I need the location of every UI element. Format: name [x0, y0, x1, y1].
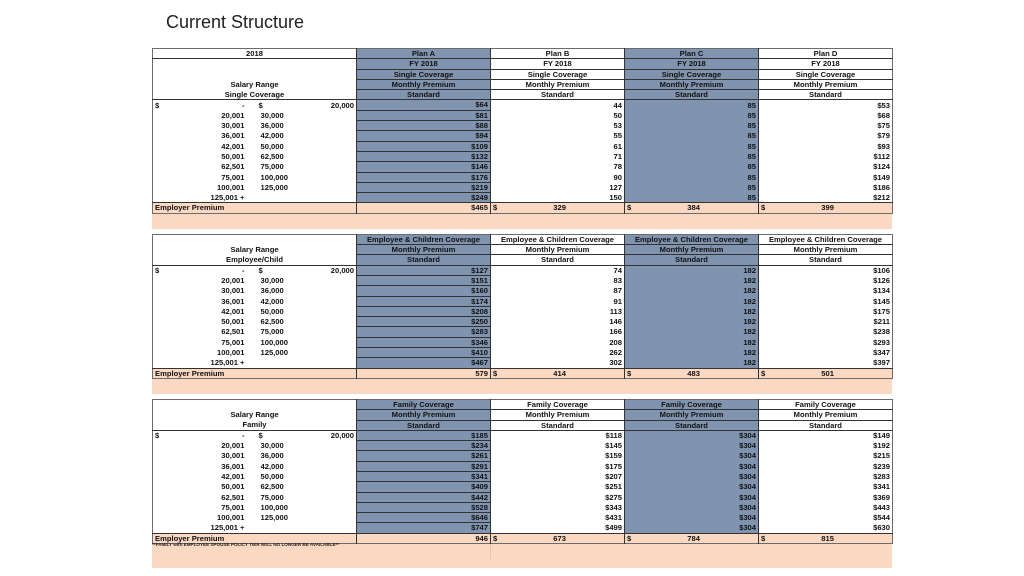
premium-cell-plan-a: $250 [357, 317, 491, 327]
premium-cell-plan-b: 83 [491, 275, 625, 285]
premium-cell-plan-b: 61 [491, 141, 625, 151]
premium-cell-plan-b: 50 [491, 110, 625, 120]
plan-d-premium-label: Monthly Premium [759, 79, 893, 89]
premium-cell-plan-c: 85 [625, 182, 759, 192]
premium-cell-plan-b: $251 [491, 482, 625, 492]
employer-premium-label: Employer Premium [153, 533, 357, 543]
premium-cell-plan-c: 182 [625, 358, 759, 368]
plan-b-standard: Standard [491, 90, 625, 100]
page-title: Current Structure [166, 12, 305, 32]
premium-cell-plan-d: $212 [759, 193, 893, 203]
premium-cell-plan-d: $341 [759, 482, 893, 492]
plan-b-premium-label: Monthly Premium [491, 245, 625, 255]
plan-d-standard: Standard [759, 255, 893, 265]
salary-low: 50,001 [221, 151, 245, 161]
premium-cell-plan-c: 182 [625, 317, 759, 327]
premium-cell-plan-d: $630 [759, 523, 893, 533]
premium-cell-plan-a: $64 [357, 100, 491, 110]
premium-cell-plan-a: $283 [357, 327, 491, 337]
premium-cell-plan-d: $145 [759, 296, 893, 306]
premium-cell-plan-a: $151 [357, 275, 491, 285]
premium-cell-plan-b: $431 [491, 513, 625, 523]
employer-premium-a: $465 [357, 203, 491, 213]
salary-high: 36,000 [260, 286, 284, 296]
premium-cell-plan-c: 182 [625, 337, 759, 347]
premium-cell-plan-d: $283 [759, 471, 893, 481]
premium-cell-plan-b: $343 [491, 502, 625, 512]
premium-cell-plan-a: $146 [357, 162, 491, 172]
plan-c-coverage: Family Coverage [625, 399, 759, 409]
premium-cell-plan-d: $149 [759, 430, 893, 440]
salary-high [257, 358, 357, 368]
table-row [153, 358, 893, 368]
plan-b-standard: Standard [491, 255, 625, 265]
table-row [153, 451, 893, 461]
premium-cell-plan-d: $79 [759, 131, 893, 141]
plan-a-standard: Standard [357, 420, 491, 430]
salary-range-label: Salary Range [230, 245, 279, 255]
premium-cell-plan-c: 85 [625, 131, 759, 141]
table-row [153, 131, 893, 141]
premium-cell-plan-c: 85 [625, 172, 759, 182]
plan-a-premium-label: Monthly Premium [357, 79, 491, 89]
plan-b-premium-label: Monthly Premium [491, 410, 625, 420]
premium-cell-plan-a: $81 [357, 110, 491, 120]
salary-high: 30,000 [260, 441, 284, 451]
salary-low: 36,001 [221, 131, 245, 141]
plan-b-coverage: Employee & Children Coverage [491, 234, 625, 244]
employer-band [152, 379, 892, 394]
table-row [153, 327, 893, 337]
salary-low: 62,501 [221, 492, 245, 502]
premium-cell-plan-b: $275 [491, 492, 625, 502]
salary-low: 50,001 [221, 317, 245, 327]
employer-band [152, 214, 892, 229]
premium-cell-plan-a: $160 [357, 286, 491, 296]
premium-cell-plan-b: 150 [491, 193, 625, 203]
premium-cell-plan-a: $234 [357, 441, 491, 451]
table-row [153, 151, 893, 161]
premium-cell-plan-c: $304 [625, 492, 759, 502]
salary-low: 100,001 [217, 182, 245, 192]
premium-cell-plan-a: $208 [357, 306, 491, 316]
premium-cell-plan-c: $304 [625, 430, 759, 440]
salary-high: $ 20,000 [258, 100, 354, 110]
plan-a-coverage: Family Coverage [357, 399, 491, 409]
premium-cell-plan-a: $528 [357, 502, 491, 512]
table-row [153, 492, 893, 502]
premium-cell-plan-b: $118 [491, 430, 625, 440]
salary-high: 36,000 [260, 451, 284, 461]
employer-premium-b: $ 673 [491, 533, 625, 543]
premium-cell-plan-a: $346 [357, 337, 491, 347]
premium-cell-plan-c: 182 [625, 348, 759, 358]
salary-low: 125,001 + [210, 523, 245, 533]
premium-cell-plan-a: $176 [357, 172, 491, 182]
premium-cell-plan-c: $304 [625, 502, 759, 512]
premium-cell-plan-c: $304 [625, 461, 759, 471]
premium-cell-plan-b: 166 [491, 327, 625, 337]
table-row [153, 182, 893, 192]
premium-cell-plan-d: $175 [759, 306, 893, 316]
premium-cell-plan-a: $291 [357, 461, 491, 471]
premium-cell-plan-d: $397 [759, 358, 893, 368]
employer-premium-c: $ 384 [625, 203, 759, 213]
salary-high: 125,000 [260, 182, 288, 192]
plan-b-name: Plan B [491, 49, 625, 59]
salary-low: 30,001 [221, 121, 245, 131]
family-coverage-table [152, 399, 893, 544]
plan-c-premium-label: Monthly Premium [625, 245, 759, 255]
plan-a-name: Plan A [357, 49, 491, 59]
salary-high [257, 523, 357, 533]
plan-c-name: Plan C [625, 49, 759, 59]
premium-cell-plan-d: $93 [759, 141, 893, 151]
salary-low: 20,001 [221, 110, 245, 120]
plan-b-coverage: Family Coverage [491, 399, 625, 409]
premium-cell-plan-b: 78 [491, 162, 625, 172]
premium-cell-plan-b: $175 [491, 461, 625, 471]
premium-cell-plan-d: $75 [759, 121, 893, 131]
salary-high: 50,000 [260, 141, 284, 151]
plan-a-standard: Standard [357, 255, 491, 265]
premium-cell-plan-a: $646 [357, 513, 491, 523]
premium-cell-plan-c: 182 [625, 286, 759, 296]
plan-d-fy: FY 2018 [759, 59, 893, 69]
plan-c-premium-label: Monthly Premium [625, 79, 759, 89]
premium-cell-plan-d: $544 [759, 513, 893, 523]
premium-cell-plan-c: 85 [625, 141, 759, 151]
salary-high: 125,000 [260, 348, 288, 358]
employer-premium-b: $ 414 [491, 368, 625, 378]
employer-premium-a: 579 [357, 368, 491, 378]
premium-cell-plan-a: $409 [357, 482, 491, 492]
salary-high: 30,000 [260, 275, 284, 285]
salary-low: 62,501 [221, 162, 245, 172]
premium-cell-plan-a: $127 [357, 265, 491, 275]
salary-range-label: Salary Range [230, 410, 279, 420]
table-row [153, 482, 893, 492]
employer-premium-label: Employer Premium [153, 203, 357, 213]
employer-premium-c: $ 483 [625, 368, 759, 378]
employer-premium-b: $ 329 [491, 203, 625, 213]
premium-cell-plan-d: $53 [759, 100, 893, 110]
salary-low: 62,501 [221, 327, 245, 337]
salary-low: 42,001 [221, 141, 245, 151]
premium-cell-plan-a: $410 [357, 348, 491, 358]
table-row [153, 121, 893, 131]
table-row [153, 275, 893, 285]
salary-high: 75,000 [260, 492, 284, 502]
premium-cell-plan-a: $109 [357, 141, 491, 151]
table-row [153, 441, 893, 451]
year-label: 2018 [153, 49, 357, 59]
tier-label: Family [153, 420, 357, 430]
premium-cell-plan-b: 87 [491, 286, 625, 296]
salary-low: 20,001 [221, 275, 245, 285]
plan-a-premium-label: Monthly Premium [357, 245, 491, 255]
premium-cell-plan-c: 182 [625, 327, 759, 337]
salary-low: 100,001 [217, 513, 245, 523]
salary-low: 36,001 [221, 296, 245, 306]
plan-d-premium-label: Monthly Premium [759, 410, 893, 420]
premium-cell-plan-c: 85 [625, 193, 759, 203]
table-row [153, 141, 893, 151]
salary-high [257, 193, 357, 203]
premium-cell-plan-a: $747 [357, 523, 491, 533]
premium-cell-plan-b: 113 [491, 306, 625, 316]
plan-d-coverage: Employee & Children Coverage [759, 234, 893, 244]
premium-cell-plan-b: $159 [491, 451, 625, 461]
plan-d-coverage: Family Coverage [759, 399, 893, 409]
premium-cell-plan-a: $88 [357, 121, 491, 131]
salary-low: $ - [155, 431, 245, 441]
table-row [153, 296, 893, 306]
premium-cell-plan-c: 182 [625, 275, 759, 285]
premium-cell-plan-c: 182 [625, 296, 759, 306]
premium-cell-plan-d: $149 [759, 172, 893, 182]
table-row [153, 337, 893, 347]
premium-cell-plan-b: $207 [491, 471, 625, 481]
premium-cell-plan-c: 182 [625, 265, 759, 275]
premium-cell-plan-d: $124 [759, 162, 893, 172]
premium-cell-plan-a: $249 [357, 193, 491, 203]
plan-a-premium-label: Monthly Premium [357, 410, 491, 420]
premium-cell-plan-d: $239 [759, 461, 893, 471]
salary-low: 36,001 [221, 461, 245, 471]
table-row [153, 110, 893, 120]
premium-cell-plan-a: $132 [357, 151, 491, 161]
premium-cell-plan-b: 127 [491, 182, 625, 192]
salary-high: 62,500 [260, 317, 284, 327]
table-row [153, 265, 893, 275]
premium-sheet [152, 48, 892, 568]
salary-high: 42,000 [260, 296, 284, 306]
salary-low: $ - [155, 265, 245, 275]
premium-cell-plan-c: $304 [625, 451, 759, 461]
premium-cell-plan-c: 85 [625, 162, 759, 172]
salary-high: 100,000 [260, 337, 288, 347]
salary-high: 62,500 [260, 151, 284, 161]
salary-low: $ - [155, 100, 245, 110]
salary-low: 42,001 [221, 306, 245, 316]
premium-cell-plan-b: $499 [491, 523, 625, 533]
premium-cell-plan-d: $211 [759, 317, 893, 327]
premium-cell-plan-a: $341 [357, 471, 491, 481]
premium-cell-plan-b: 90 [491, 172, 625, 182]
premium-cell-plan-c: 85 [625, 151, 759, 161]
plan-c-coverage: Single Coverage [625, 69, 759, 79]
premium-cell-plan-d: $293 [759, 337, 893, 347]
salary-low: 50,001 [221, 482, 245, 492]
plan-c-standard: Standard [625, 90, 759, 100]
premium-cell-plan-b: 302 [491, 358, 625, 368]
table-row [153, 523, 893, 533]
premium-cell-plan-c: 85 [625, 121, 759, 131]
premium-cell-plan-b: 208 [491, 337, 625, 347]
premium-cell-plan-d: $238 [759, 327, 893, 337]
employer-premium-d: $ 815 [759, 533, 893, 543]
salary-high: $ 20,000 [258, 431, 354, 441]
plan-d-coverage: Single Coverage [759, 69, 893, 79]
employer-premium-label: Employer Premium [153, 368, 357, 378]
employee-children-table [152, 234, 893, 379]
premium-cell-plan-d: $347 [759, 348, 893, 358]
premium-cell-plan-d: $215 [759, 451, 893, 461]
tier-label: Single Coverage [153, 90, 357, 100]
premium-cell-plan-d: $112 [759, 151, 893, 161]
premium-cell-plan-c: $304 [625, 513, 759, 523]
premium-cell-plan-d: $126 [759, 275, 893, 285]
plan-b-premium-label: Monthly Premium [491, 79, 625, 89]
salary-low: 100,001 [217, 348, 245, 358]
salary-low: 30,001 [221, 286, 245, 296]
table-row [153, 193, 893, 203]
salary-low: 75,001 [221, 337, 245, 347]
premium-cell-plan-d: $68 [759, 110, 893, 120]
salary-high: 42,000 [260, 131, 284, 141]
premium-cell-plan-d: $369 [759, 492, 893, 502]
salary-high: 75,000 [260, 162, 284, 172]
premium-cell-plan-a: $442 [357, 492, 491, 502]
plan-c-coverage: Employee & Children Coverage [625, 234, 759, 244]
salary-high: 62,500 [260, 482, 284, 492]
premium-cell-plan-b: 262 [491, 348, 625, 358]
premium-cell-plan-d: $186 [759, 182, 893, 192]
premium-cell-plan-b: 71 [491, 151, 625, 161]
table-row [153, 100, 893, 110]
table-row [153, 306, 893, 316]
employer-premium-c: $ 784 [625, 533, 759, 543]
salary-high: $ 20,000 [258, 265, 354, 275]
single-coverage-table [152, 48, 893, 214]
salary-low: 75,001 [221, 172, 245, 182]
plan-a-fy: FY 2018 [357, 59, 491, 69]
salary-high: 125,000 [260, 513, 288, 523]
plan-b-coverage: Single Coverage [491, 69, 625, 79]
tier-label: Employee/Child [153, 255, 357, 265]
premium-cell-plan-b: $145 [491, 441, 625, 451]
employer-premium-d: $ 501 [759, 368, 893, 378]
plan-c-premium-label: Monthly Premium [625, 410, 759, 420]
premium-cell-plan-a: $94 [357, 131, 491, 141]
table-row [153, 286, 893, 296]
table-row [153, 348, 893, 358]
employer-band-bottom [152, 559, 892, 568]
premium-cell-plan-c: $304 [625, 471, 759, 481]
plan-d-name: Plan D [759, 49, 893, 59]
salary-high: 36,000 [260, 121, 284, 131]
plan-c-standard: Standard [625, 255, 759, 265]
employer-premium-d: $ 399 [759, 203, 893, 213]
premium-cell-plan-b: 44 [491, 100, 625, 110]
salary-high: 100,000 [260, 502, 288, 512]
plan-a-coverage: Single Coverage [357, 69, 491, 79]
salary-high: 30,000 [260, 110, 284, 120]
premium-cell-plan-a: $185 [357, 430, 491, 440]
plan-c-standard: Standard [625, 420, 759, 430]
plan-c-fy: FY 2018 [625, 59, 759, 69]
premium-cell-plan-d: $106 [759, 265, 893, 275]
table-row [153, 502, 893, 512]
premium-cell-plan-a: $174 [357, 296, 491, 306]
table-row [153, 162, 893, 172]
employer-premium-a: 946 [357, 533, 491, 543]
table-row [153, 430, 893, 440]
salary-low: 125,001 + [210, 358, 245, 368]
premium-cell-plan-c: 85 [625, 110, 759, 120]
salary-low: 20,001 [221, 441, 245, 451]
premium-cell-plan-b: 55 [491, 131, 625, 141]
salary-high: 100,000 [260, 172, 288, 182]
salary-low: 125,001 + [210, 192, 245, 202]
premium-cell-plan-b: 53 [491, 121, 625, 131]
plan-b-fy: FY 2018 [491, 59, 625, 69]
premium-cell-plan-a: $261 [357, 451, 491, 461]
plan-d-premium-label: Monthly Premium [759, 245, 893, 255]
table-row [153, 461, 893, 471]
premium-cell-plan-c: $304 [625, 441, 759, 451]
table-row [153, 513, 893, 523]
premium-cell-plan-a: $467 [357, 358, 491, 368]
salary-low: 42,001 [221, 471, 245, 481]
premium-cell-plan-b: 91 [491, 296, 625, 306]
table-row [153, 317, 893, 327]
premium-cell-plan-b: 146 [491, 317, 625, 327]
premium-cell-plan-d: $134 [759, 286, 893, 296]
salary-high: 50,000 [260, 471, 284, 481]
table-row [153, 172, 893, 182]
premium-cell-plan-c: $304 [625, 482, 759, 492]
salary-high: 50,000 [260, 306, 284, 316]
premium-cell-plan-c: 182 [625, 306, 759, 316]
plan-d-standard: Standard [759, 90, 893, 100]
premium-cell-plan-c: $304 [625, 523, 759, 533]
footnote: **FAMILY with EMPLOYEE SPOUSE POLICY TIER WILL NO LONGER BE AVAILABLE** [152, 542, 340, 547]
plan-b-standard: Standard [491, 420, 625, 430]
plan-a-coverage: Employee & Children Coverage [357, 234, 491, 244]
salary-high: 75,000 [260, 327, 284, 337]
premium-cell-plan-a: $219 [357, 182, 491, 192]
salary-low: 30,001 [221, 451, 245, 461]
premium-cell-plan-b: 74 [491, 265, 625, 275]
salary-high: 42,000 [260, 461, 284, 471]
table-row [153, 471, 893, 481]
salary-low: 75,001 [221, 502, 245, 512]
plan-a-standard: Standard [357, 90, 491, 100]
premium-cell-plan-c: 85 [625, 100, 759, 110]
salary-range-label: Salary Range [230, 79, 279, 89]
plan-d-standard: Standard [759, 420, 893, 430]
premium-cell-plan-d: $192 [759, 441, 893, 451]
premium-cell-plan-d: $443 [759, 502, 893, 512]
